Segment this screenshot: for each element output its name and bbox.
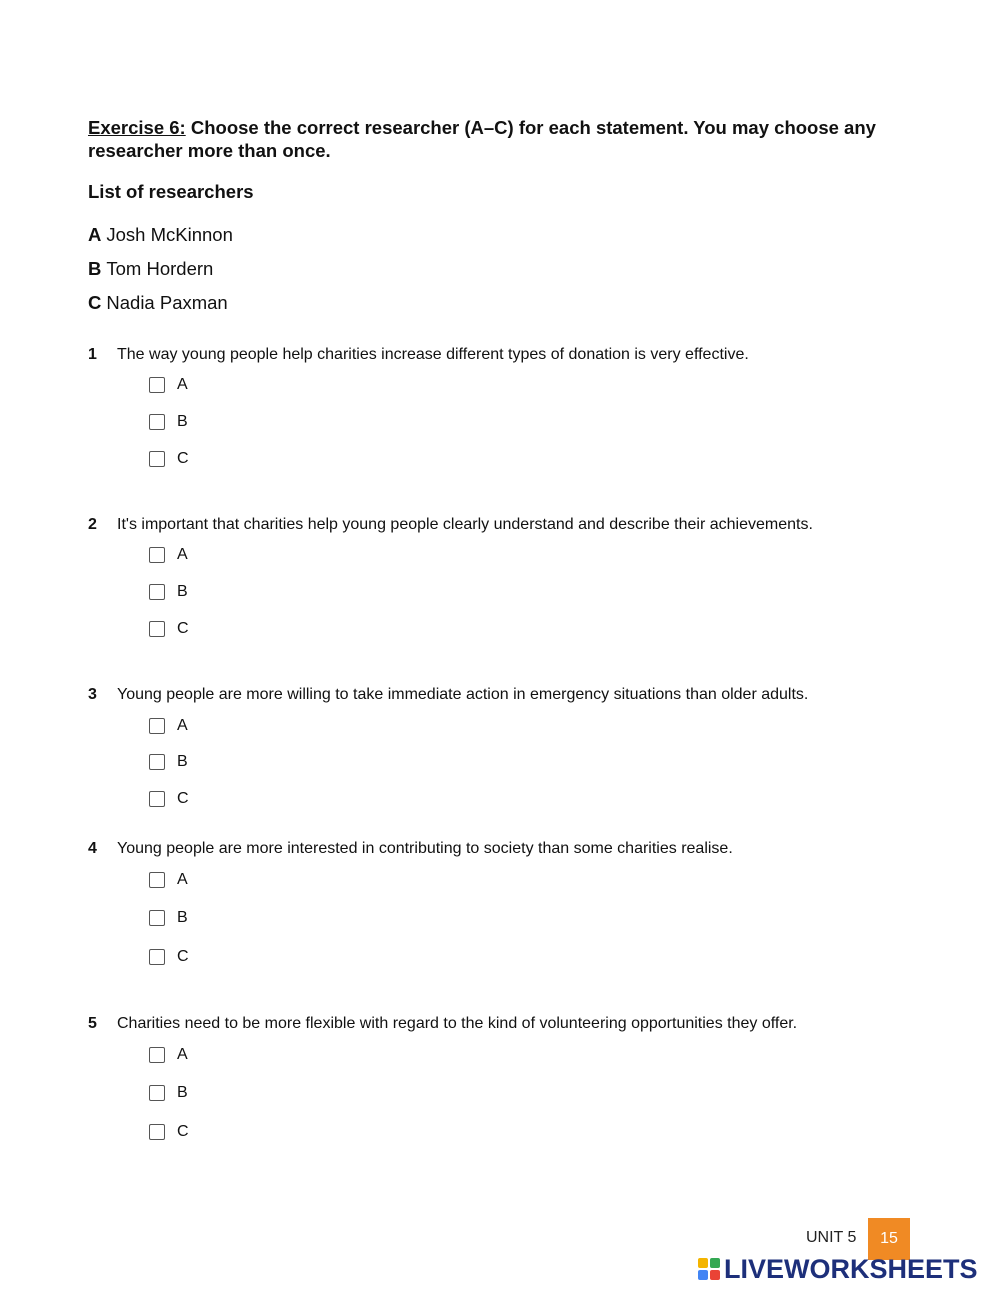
question-3-option-b[interactable] (149, 752, 188, 772)
question-4-text: Young people are more interested in contributing to society than some charities realise. (117, 840, 733, 857)
researcher-name: Tom Hordern (106, 258, 214, 279)
question-4-option-c[interactable] (149, 947, 189, 967)
checkbox[interactable] (149, 1085, 165, 1101)
option-label: A (177, 376, 188, 393)
option-label: A (177, 1046, 188, 1063)
option-label: A (177, 871, 188, 888)
researcher-letter: B (88, 258, 102, 279)
option-label: B (177, 753, 188, 770)
question-4-option-a[interactable] (149, 870, 188, 890)
question-5-option-c[interactable] (149, 1122, 189, 1142)
checkbox[interactable] (149, 949, 165, 965)
option-label: C (177, 620, 189, 637)
researcher-a (88, 224, 233, 246)
option-label: B (177, 583, 188, 600)
question-3-option-a[interactable] (149, 716, 188, 736)
question-3-option-c[interactable] (149, 789, 189, 809)
researcher-list-title: List of researchers (88, 181, 254, 202)
researcher-letter: A (88, 224, 102, 245)
question-2-option-b[interactable] (149, 582, 188, 602)
checkbox[interactable] (149, 584, 165, 600)
researcher-name: Josh McKinnon (106, 224, 233, 245)
liveworksheets-icon (698, 1258, 720, 1280)
icon-square (710, 1270, 720, 1280)
exercise-instruction: Choose the correct researcher (A–C) for each statement. You may choose any researcher more than once. (88, 117, 876, 161)
option-label: A (177, 717, 188, 734)
checkbox[interactable] (149, 547, 165, 563)
unit-label: UNIT 5 (806, 1229, 857, 1246)
question-2-option-a[interactable] (149, 545, 188, 565)
researcher-b (88, 258, 213, 280)
option-label: B (177, 909, 188, 926)
option-label: C (177, 790, 189, 807)
researcher-name: Nadia Paxman (106, 292, 228, 313)
question-3-text: Young people are more willing to take immediate action in emergency situations than older adults. (117, 686, 809, 703)
question-1-option-a[interactable] (149, 375, 188, 395)
question-4-option-b[interactable] (149, 908, 188, 928)
page-number-badge: 15 (868, 1218, 910, 1260)
icon-square (698, 1258, 708, 1268)
checkbox[interactable] (149, 754, 165, 770)
question-3-number: 3 (88, 686, 97, 703)
option-label: C (177, 450, 189, 467)
question-1-number: 1 (88, 346, 97, 363)
question-4-number: 4 (88, 840, 97, 857)
checkbox[interactable] (149, 621, 165, 637)
liveworksheets-logo[interactable] (698, 1252, 978, 1286)
question-5-number: 5 (88, 1015, 97, 1032)
exercise-label: Exercise 6: (88, 117, 186, 138)
checkbox[interactable] (149, 1047, 165, 1063)
exercise-heading (88, 116, 908, 162)
question-5-text: Charities need to be more flexible with regard to the kind of volunteering opportunities they offer. (117, 1015, 798, 1032)
researcher-letter: C (88, 292, 102, 313)
checkbox[interactable] (149, 451, 165, 467)
option-label: A (177, 546, 188, 563)
checkbox[interactable] (149, 414, 165, 430)
icon-square (710, 1258, 720, 1268)
option-label: B (177, 413, 188, 430)
liveworksheets-wordmark: LIVEWORKSHEETS (724, 1253, 978, 1284)
question-2-text: It's important that charities help young people clearly understand and describe their achievements. (117, 516, 813, 533)
question-5-option-b[interactable] (149, 1083, 188, 1103)
question-2-number: 2 (88, 516, 97, 533)
question-2-option-c[interactable] (149, 619, 189, 639)
checkbox[interactable] (149, 377, 165, 393)
checkbox[interactable] (149, 791, 165, 807)
checkbox[interactable] (149, 872, 165, 888)
checkbox[interactable] (149, 718, 165, 734)
question-1-option-c[interactable] (149, 449, 189, 469)
checkbox[interactable] (149, 1124, 165, 1140)
researcher-c (88, 292, 228, 314)
option-label: C (177, 1123, 189, 1140)
checkbox[interactable] (149, 910, 165, 926)
option-label: B (177, 1084, 188, 1101)
question-1-text: The way young people help charities increase different types of donation is very effective. (117, 346, 749, 363)
question-1-option-b[interactable] (149, 412, 188, 432)
option-label: C (177, 948, 189, 965)
icon-square (698, 1270, 708, 1280)
question-5-option-a[interactable] (149, 1045, 188, 1065)
